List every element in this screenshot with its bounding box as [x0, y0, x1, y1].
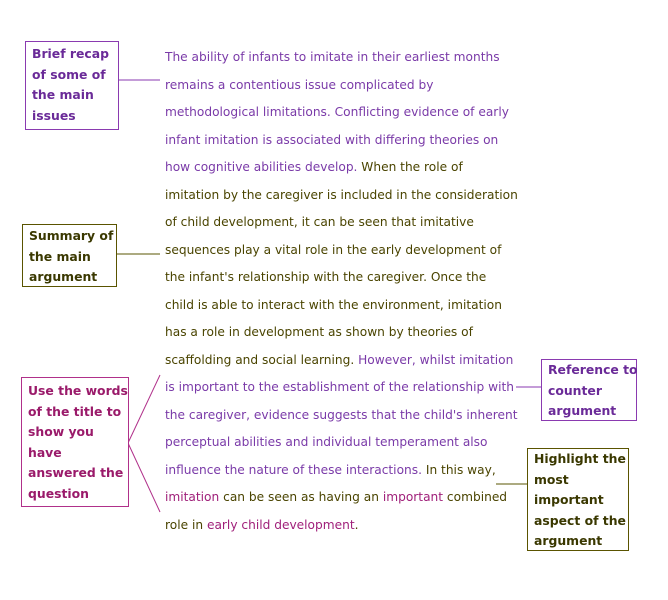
- text-counter: However, whilst imitation: [354, 352, 514, 367]
- text-plain: role in: [165, 517, 207, 532]
- note-line: of some of: [32, 66, 106, 82]
- note-line: Summary of: [29, 228, 114, 243]
- note-line: Use the words: [28, 383, 128, 398]
- note-highlight: [527, 448, 629, 551]
- para-line: is important to the establishment of the relationship with: [165, 380, 514, 394]
- text-plain: .: [354, 517, 359, 532]
- note-line: answered the: [28, 465, 124, 480]
- note-line: Highlight the: [534, 451, 626, 466]
- para-line: has a role in development as shown by theories of: [165, 325, 473, 339]
- text-counter: influence the nature of these interactions.: [165, 462, 422, 477]
- essay-paragraph: [165, 44, 525, 539]
- text-title-word: important: [382, 490, 444, 504]
- para-line: The ability of infants to imitate in their earliest months: [165, 50, 500, 64]
- para-line: [165, 512, 525, 540]
- para-line: the caregiver, evidence suggests that the child's inherent: [165, 407, 518, 422]
- note-line: of the title to: [28, 403, 122, 419]
- text-title-word: imitation: [165, 490, 220, 504]
- note-line: the main: [29, 248, 91, 264]
- note-line: argument: [29, 269, 98, 284]
- text-title-word: early child development: [206, 517, 355, 532]
- para-line: of child development, it can be seen that imitative: [165, 215, 474, 229]
- para-line: infant imitation is associated with differing theories on: [165, 132, 499, 147]
- para-line: [165, 484, 525, 512]
- note-line: Reference to: [548, 362, 638, 377]
- para-line: perceptual abilities and individual temperament also: [165, 435, 488, 449]
- note-line: question: [28, 485, 89, 501]
- note-title-words: [21, 377, 129, 507]
- text-plain: combined: [443, 490, 508, 504]
- text-recap: Conflicting evidence of early: [330, 105, 509, 119]
- text-plain: In this way,: [421, 462, 496, 477]
- para-line: the infant's relationship with the caregiver. Once the: [165, 270, 487, 284]
- note-line: show you: [28, 424, 94, 439]
- para-line: [165, 99, 525, 127]
- text-recap: how cognitive abilities develop.: [165, 160, 358, 174]
- para-line: [165, 457, 525, 485]
- note-line: the main: [32, 87, 94, 102]
- note-line: issues: [32, 107, 76, 123]
- text-plain: can be seen as having an: [219, 490, 383, 504]
- note-line: most: [534, 471, 569, 487]
- text-plain: scaffolding and social learning.: [165, 352, 355, 367]
- para-line: child is able to interact with the environment, imitation: [165, 297, 502, 312]
- note-line: counter: [548, 382, 602, 398]
- note-brief-recap: [25, 41, 119, 130]
- note-line: have: [28, 444, 62, 460]
- para-line: remains a contentious issue complicated by: [165, 77, 434, 92]
- note-line: argument: [534, 533, 603, 548]
- para-line: [165, 154, 525, 182]
- para-line: [165, 347, 525, 375]
- para-line: sequences play a vital role in the early development of: [165, 242, 502, 257]
- note-line: important: [534, 492, 604, 507]
- note-line: aspect of the: [534, 512, 626, 528]
- text-recap: methodological limitations.: [165, 105, 331, 119]
- note-line: Brief recap: [32, 46, 109, 61]
- note-line: argument: [548, 403, 617, 418]
- note-summary: [22, 224, 117, 287]
- note-counter-argument: [541, 359, 637, 421]
- text-plain: When the role of: [357, 160, 463, 174]
- para-line: imitation by the caregiver is included in the consideration: [165, 187, 518, 202]
